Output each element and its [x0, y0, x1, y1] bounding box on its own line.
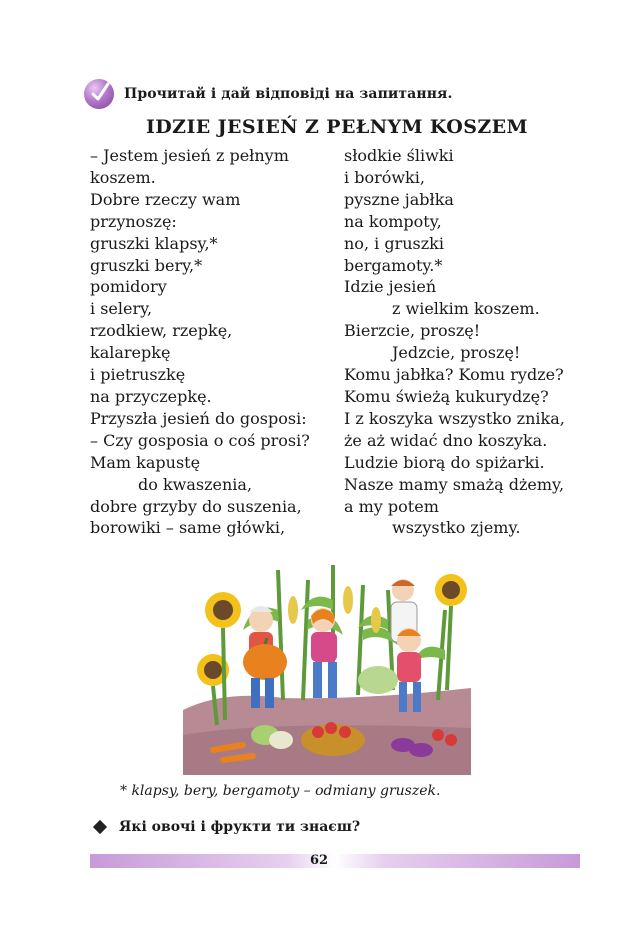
- poem-line: – Czy gosposia o coś prosi?: [90, 430, 310, 450]
- poem-line: i selery,: [90, 299, 153, 319]
- poem-line: Jedzcie, proszę!: [392, 343, 521, 363]
- poem-line: gruszki bery,*: [90, 255, 203, 275]
- poem-column-right: [344, 145, 565, 539]
- poem-line: Dobre rzeczy wam: [90, 189, 241, 209]
- poem-line: rzodkiew, rzepkę,: [90, 321, 233, 341]
- poem-line: I z koszyka wszystko znika,: [344, 408, 565, 428]
- poem-line: – Jestem jesień z pełnym: [90, 146, 289, 165]
- poem-line: Bierzcie, proszę!: [344, 321, 481, 341]
- poem-line: kalarepkę: [90, 343, 171, 363]
- poem-line: do kwaszenia,: [138, 474, 253, 494]
- poem-line: no, i gruszki: [344, 233, 444, 253]
- poem-line: słodkie śliwki: [344, 146, 454, 165]
- poem-line: Nasze mamy smażą dżemy,: [344, 474, 565, 494]
- poem-line: borowiki – same główki,: [90, 518, 286, 538]
- poem-line: na przyczepkę.: [90, 386, 212, 406]
- poem-line: że aż widać dno koszyka.: [344, 430, 548, 450]
- pencil-check-icon: [84, 79, 114, 109]
- poem-line: Komu jabłka? Komu rydze?: [344, 365, 564, 385]
- footnote: * klapsy, bery, bergamoty – odmiany gruszek.: [120, 783, 441, 799]
- poem-line: na kompoty,: [344, 211, 442, 231]
- question-text: Які овочі і фрукти ти знаєш?: [119, 819, 361, 835]
- poem-line: pomidory: [90, 277, 167, 297]
- poem-line: Mam kapustę: [90, 452, 201, 472]
- poem-column-left: [90, 145, 310, 539]
- poem-line: przynoszę:: [90, 211, 177, 231]
- page-number: 62: [309, 853, 329, 868]
- poem-title: IDZIE JESIEŃ Z PEŁNYM KOSZEM: [146, 116, 528, 138]
- poem-line: wszystko zjemy.: [392, 518, 521, 538]
- poem-line: koszem.: [90, 167, 156, 187]
- poem-line: dobre grzyby do suszenia,: [90, 496, 302, 516]
- poem-line: Ludzie biorą do spiżarki.: [344, 452, 545, 472]
- children-harvest-illustration: [183, 550, 471, 775]
- question: [92, 819, 360, 835]
- poem-line: i borówki,: [344, 167, 425, 187]
- poem-line: Komu świeżą kukurydzę?: [344, 386, 549, 406]
- poem-line: bergamoty.*: [344, 255, 443, 275]
- poem-line: i pietruszkę: [90, 365, 186, 385]
- poem-line: gruszki klapsy,*: [90, 233, 218, 253]
- instruction: [84, 74, 452, 114]
- poem-line: z wielkim koszem.: [392, 299, 540, 319]
- diamond-bullet-icon: [93, 820, 107, 834]
- poem-line: a my potem: [344, 496, 439, 516]
- poem-line: Idzie jesień: [344, 277, 437, 297]
- poem-line: pyszne jabłka: [344, 189, 454, 209]
- poem-line: Przyszła jesień do gosposi:: [90, 408, 307, 428]
- instruction-text: Прочитай і дай відповіді на запитання.: [124, 86, 453, 102]
